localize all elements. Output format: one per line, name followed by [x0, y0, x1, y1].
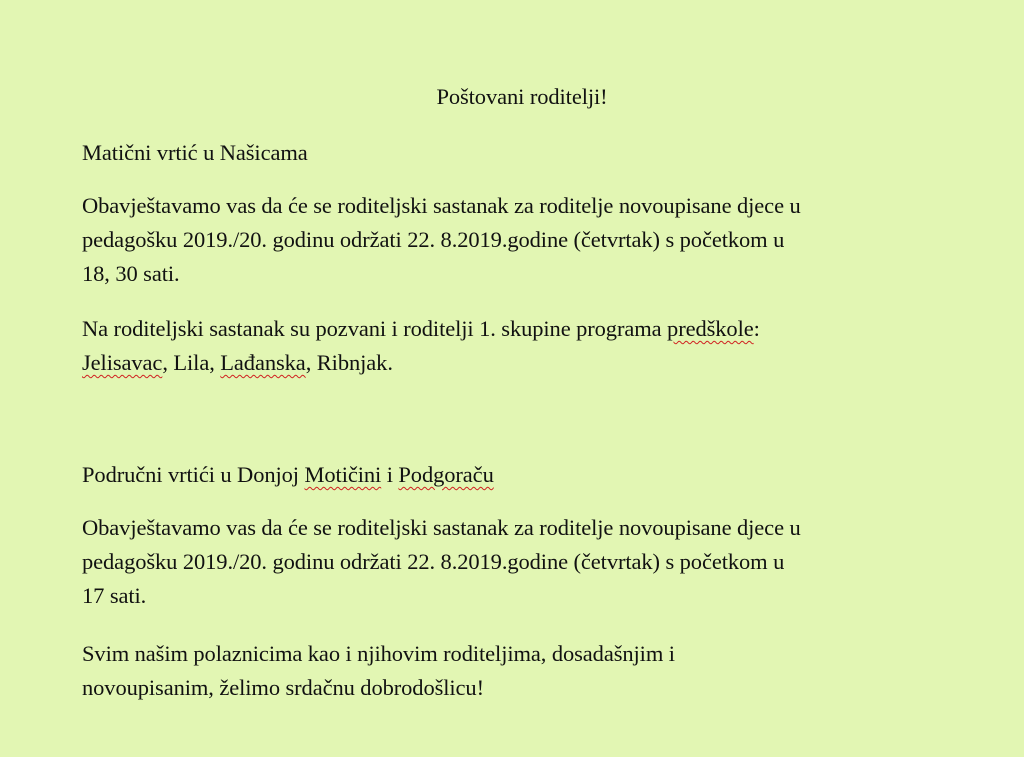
- section2-notice-line-3: 17 sati.: [82, 583, 147, 608]
- section2-notice-line-1: Obavještavamo vas da će se roditeljski sastanak za roditelje novoupisane djece u: [82, 515, 801, 540]
- invite-colon: :: [753, 316, 760, 341]
- group-jelisavac: Jelisavac: [82, 350, 163, 375]
- place-podgoracu: Podgoraču: [398, 462, 494, 487]
- closing-line-2: novoupisanim, želimo srdačnu dobrodošlicu!: [82, 675, 484, 700]
- section1-invite-groups: [82, 346, 393, 380]
- group-separator: ,: [305, 350, 317, 375]
- section1-notice-line-2: pedagošku 2019./20. godinu održati 22. 8.2019.godine (četvrtak) s početkom u: [82, 227, 785, 252]
- place-moticini: Motičini: [304, 462, 382, 487]
- closing-line-1: Svim našim polaznicima kao i njihovim roditeljima, dosadašnjim i: [82, 641, 675, 666]
- section2-heading-mid: i: [381, 462, 399, 487]
- group-separator: ,: [209, 350, 221, 375]
- group-ladanska: Lađanska: [220, 350, 306, 375]
- section2-notice-line-2: pedagošku 2019./20. godinu održati 22. 8.2019.godine (četvrtak) s početkom u: [82, 549, 785, 574]
- invite-text: Na roditeljski sastanak su pozvani i roditelji 1. skupine programa: [82, 316, 668, 341]
- group-end: .: [387, 350, 393, 375]
- section2-heading-text: Područni vrtići u Donjoj: [82, 462, 305, 487]
- group-separator: ,: [162, 350, 174, 375]
- section1-heading: Matični vrtić u Našicama: [82, 140, 308, 165]
- section2-heading: [82, 458, 494, 492]
- section1-notice-line-3: 18, 30 sati.: [82, 261, 180, 286]
- greeting-title: Poštovani roditelji!: [436, 84, 608, 109]
- section1-notice-line-1: Obavještavamo vas da će se roditeljski sastanak za roditelje novoupisane djece u: [82, 193, 801, 218]
- group-lila: Lila: [173, 350, 210, 375]
- section1-invite-line-1: [82, 312, 760, 346]
- group-ribnjak: Ribnjak: [316, 350, 388, 375]
- invite-word-predskole: predškole: [667, 316, 754, 341]
